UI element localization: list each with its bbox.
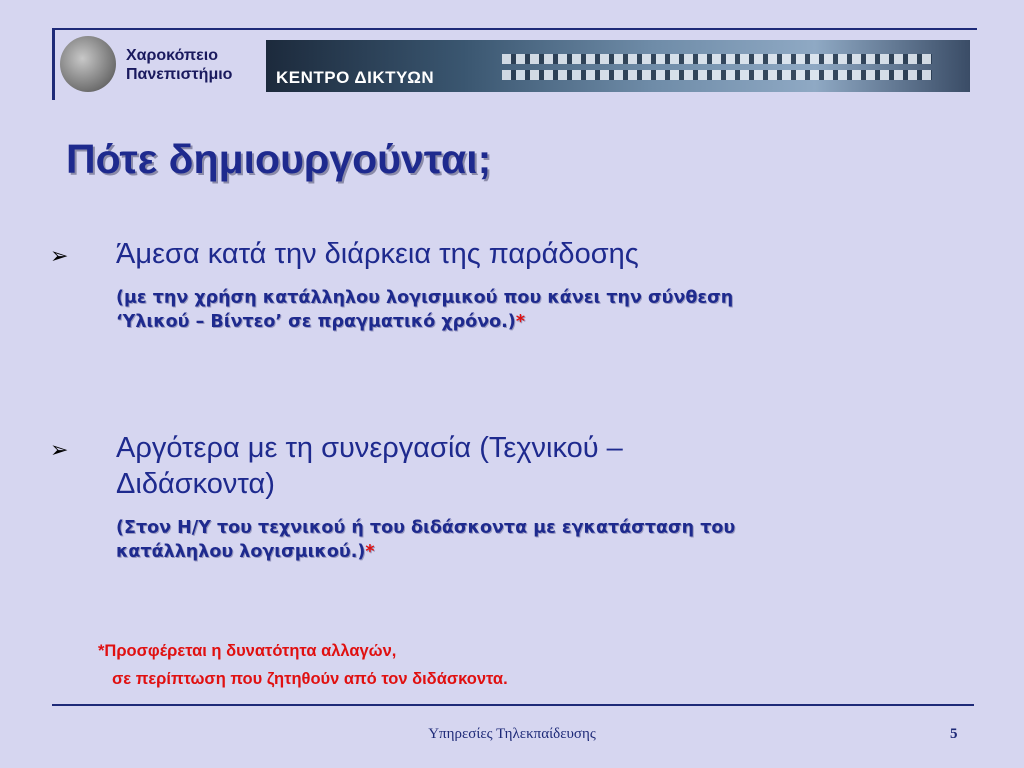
bullet-1-sub-line — [116, 310, 733, 334]
bullet-2-sub-line: (Στον Η/Υ του τεχνικού ή του διδάσκοντα με εγκατάσταση του — [116, 518, 736, 538]
footnote-line2: σε περίπτωση που ζητηθούν από τον διδάσκοντα. — [112, 670, 508, 688]
asterisk-marker: * — [98, 642, 105, 660]
bullet-1-main-line: Άμεσα κατά την διάρκεια της παράδοσης — [116, 238, 639, 270]
patch-panel-ports — [502, 70, 932, 80]
university-name-line2: Πανεπιστήμιο — [126, 66, 233, 83]
footnote-line1 — [98, 642, 396, 661]
footer-divider — [52, 704, 974, 706]
footnote-text: Προσφέρεται η δυνατότητα αλλαγών, — [104, 642, 397, 660]
bullet-2-main-line: Αργότερα με τη συνεργασία (Τεχνικού – — [116, 432, 623, 464]
bullet-1-sub — [116, 286, 733, 334]
bullet-2-sub — [116, 516, 735, 564]
bullet-2-sub-line-text: κατάλληλου λογισμικού.) — [116, 542, 366, 562]
university-name — [126, 46, 266, 84]
patch-panel-ports — [502, 54, 932, 64]
university-name-line1: Χαροκόπειο — [126, 47, 218, 64]
bullet-1-sub-line: (με την χρήση κατάλληλου λογισμικού που κάνει την σύνθεση — [116, 288, 734, 308]
bullet-1-sub-line-text: ‘Υλικού – Βίντεο’ σε πραγματικό χρόνο.) — [116, 312, 516, 332]
asterisk-marker: * — [365, 542, 375, 562]
bullet-2-main — [116, 430, 623, 502]
page-number: 5 — [950, 726, 958, 742]
bullet-arrow-icon: ➢ — [50, 244, 69, 269]
network-center-banner — [266, 40, 970, 92]
university-seal-logo — [60, 36, 116, 92]
footer-text: Υπηρεσίες Τηλεκπαίδευσης — [428, 726, 596, 742]
bullet-2-sub-line — [116, 540, 735, 564]
bullet-1-main — [116, 236, 639, 272]
bullet-2-main-line: Διδάσκοντα) — [116, 468, 275, 500]
bullet-arrow-icon: ➢ — [50, 438, 69, 463]
asterisk-marker: * — [515, 312, 525, 332]
slide-title: Πότε δημιουργούνται; — [66, 136, 492, 182]
banner-label: ΚΕΝΤΡΟ ΔΙΚΤΥΩΝ — [276, 68, 435, 87]
